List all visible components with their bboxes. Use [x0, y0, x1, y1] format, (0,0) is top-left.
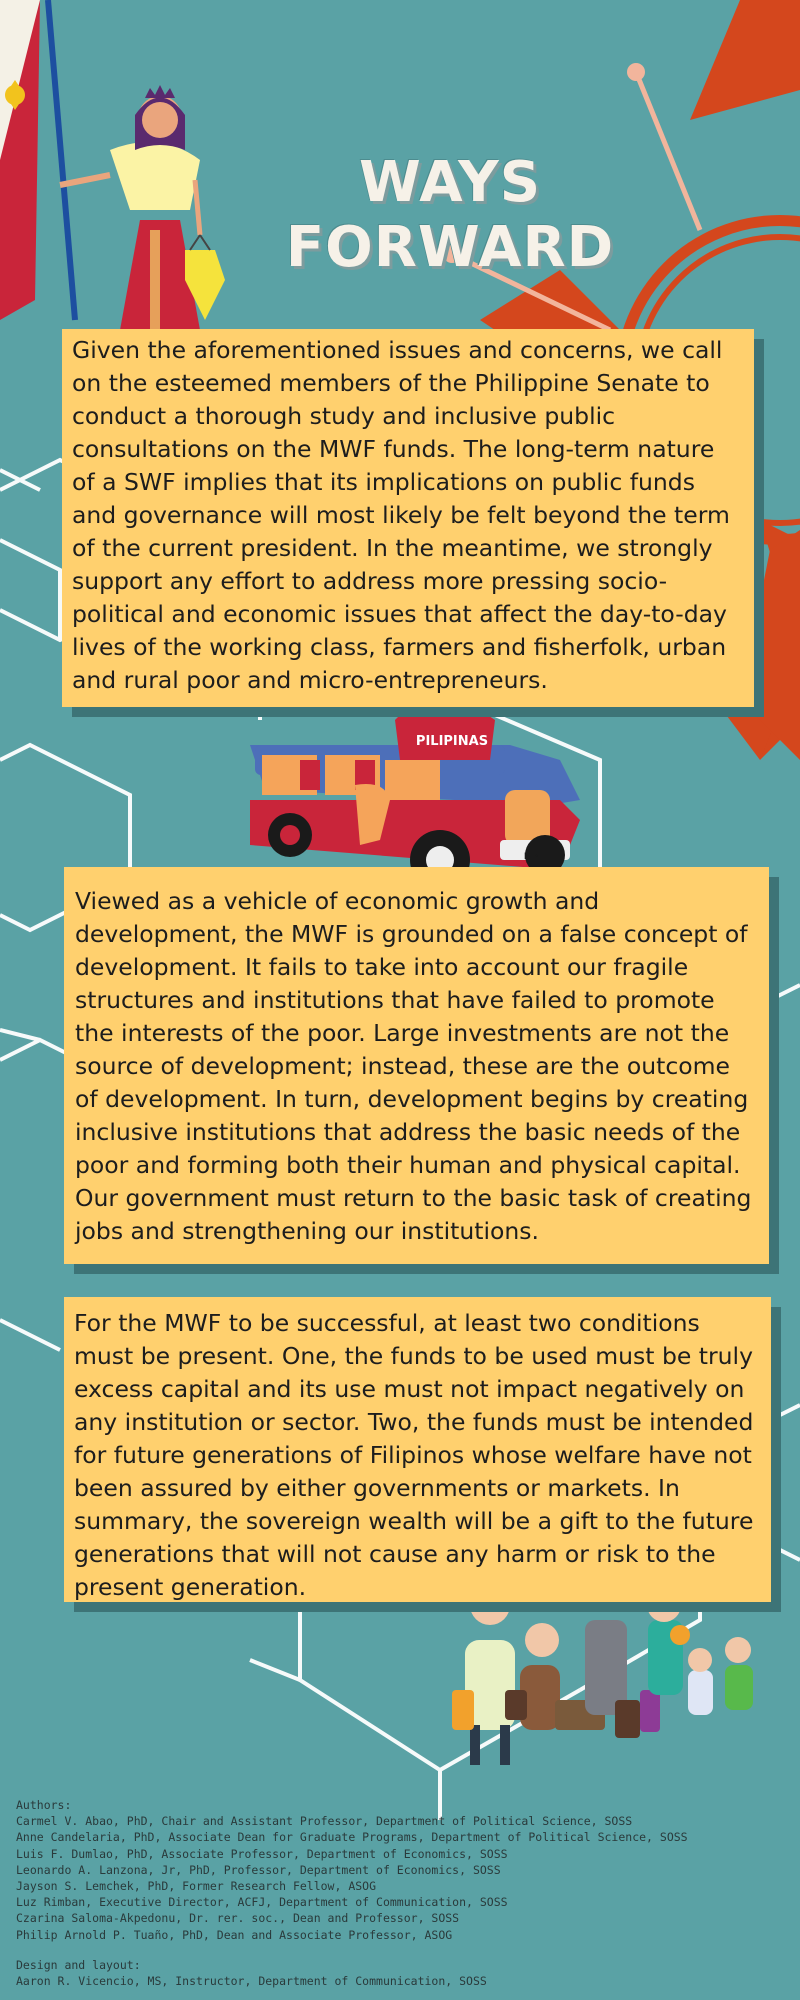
page-title: WAYS FORWARD	[285, 150, 615, 280]
author-item: Philip Arnold P. Tuaño, PhD, Dean and Associate Professor, ASOG	[16, 1927, 453, 1942]
design-heading: Design and layout:	[16, 1957, 141, 1972]
authors-list	[16, 1813, 786, 1943]
author-item: Carmel V. Abao, PhD, Chair and Assistant Professor, Department of Political Science, SOSS	[16, 1814, 633, 1829]
author-item: Czarina Saloma-Akpedonu, Dr. rer. soc., Dean and Professor, SOSS	[16, 1911, 460, 1926]
designer-credit: Aaron R. Vicencio, MS, Instructor, Department of Communication, SOSS	[16, 1974, 487, 1989]
paragraph-recommendation: Given the aforementioned issues and concerns, we call on the esteemed members of the Philippine Senate to conduct a thorough study and inclusive public consultations on the MWF funds. The long-term nature of a SWF implies that its implications on public funds and governance will most likely be felt beyond the term of the current president. In the meantime, we strongly support any effort to address more pressing socio-political and economic issues that affect the day-to-day lives of the working class, farmers and fisherfolk, urban and rural poor and micro-entrepreneurs.	[72, 336, 730, 694]
paragraph-conditions: For the MWF to be successful, at least two conditions must be present. One, the funds to be used must be truly excess capital and its use must not impact negatively on any institution or sector. Two, the funds must be intended for future generations of Filipinos whose welfare have not been assured by either governments or markets. In summary, the sovereign wealth will be a gift to the future generations that will not cause any harm or risk to the present generation.	[74, 1309, 754, 1601]
credits-section	[16, 1797, 786, 1989]
author-item: Jayson S. Lemchek, PhD, Former Research Fellow, ASOG	[16, 1879, 377, 1894]
text-box-conditions	[64, 1297, 771, 1602]
philippine-flag-icon	[0, 0, 75, 320]
author-item: Leonardo A. Lanzona, Jr, PhD, Professor, Department of Economics, SOSS	[16, 1862, 501, 1877]
jeepney-plate: MNL	[523, 852, 547, 862]
authors-heading: Authors:	[16, 1798, 72, 1812]
author-item: Luis F. Dumlao, PhD, Associate Professor, Department of Economics, SOSS	[16, 1846, 508, 1861]
jeepney-sign: PILIPINAS	[415, 734, 489, 749]
text-box-development	[64, 867, 769, 1264]
author-item: Luz Rimban, Executive Director, ACFJ, Department of Communication, SOSS	[16, 1895, 508, 1910]
text-box-recommendation	[62, 329, 754, 707]
author-item: Anne Candelaria, PhD, Associate Dean for Graduate Programs, Department of Political Science, SOSS	[16, 1830, 688, 1845]
paragraph-development: Viewed as a vehicle of economic growth and development, the MWF is grounded on a false concept of development. It fails to take into account our fragile structures and institutions that have failed to promote the interests of the poor. Large investments are not the source of development; instead, these are the outcome of development. In turn, development begins by creating inclusive institutions that address the basic needs of the poor and forming both their human and physical capital. Our government must return to the basic task of creating jobs and strengthening our institutions.	[75, 887, 752, 1245]
